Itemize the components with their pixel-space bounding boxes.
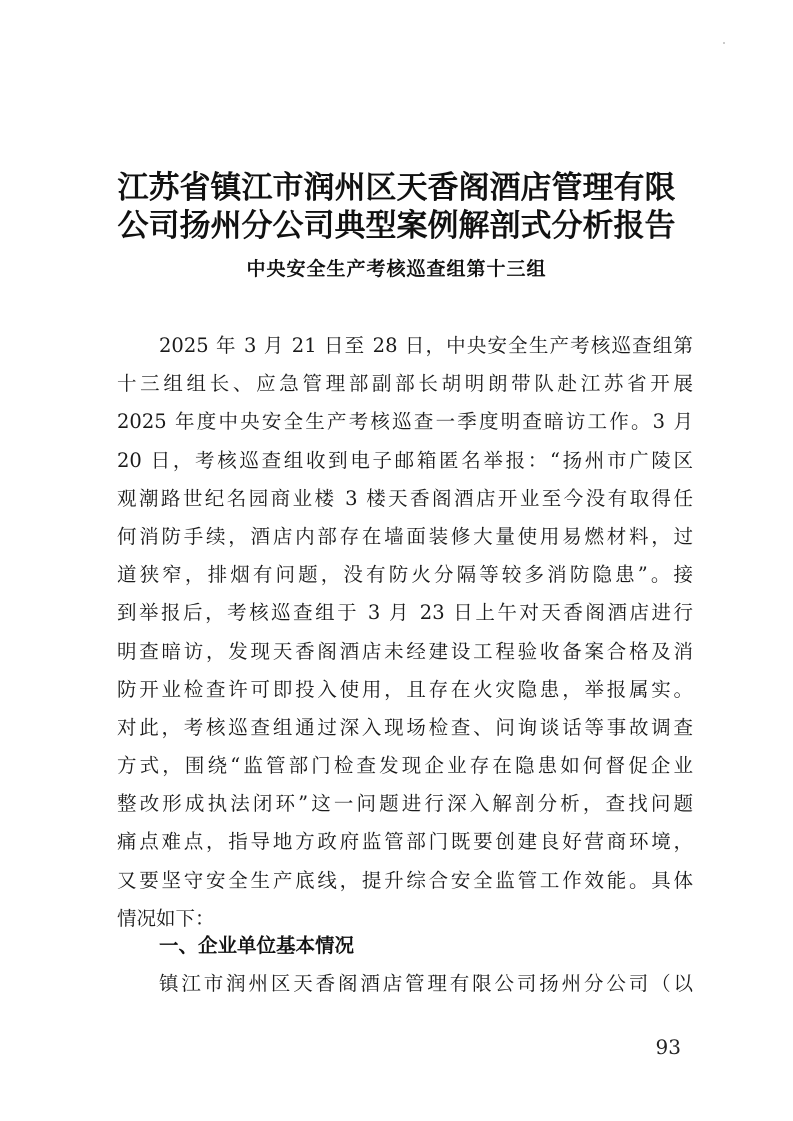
document-subtitle: 中央安全生产考核巡查组第十三组: [246, 258, 547, 280]
paragraph-line: 镇江市润州区天香阁酒店管理有限公司扬州分公司（以: [159, 972, 693, 995]
paragraph-line: 道狭窄，排烟有问题，没有防火分隔等较多消防隐患”。接: [117, 563, 693, 587]
document-title-line-2: 公司扬州分公司典型案例解剖式分析报告: [117, 208, 676, 244]
page-number: 93: [655, 1035, 681, 1059]
paragraph-line: 明查暗访，发现天香阁酒店未经建设工程验收备案合格及消: [117, 639, 693, 663]
paragraph-company-info: [117, 965, 693, 1003]
paragraph-line: 十三组组长、应急管理部副部长胡明朗带队赴江苏省开展: [117, 372, 693, 396]
paragraph-line: 何消防手续，酒店内部存在墙面装修大量使用易燃材料，过: [117, 524, 693, 548]
paragraph-line: 20 日，考核巡查组收到电子邮箱匿名举报：“扬州市广陵区: [117, 448, 693, 472]
scan-speck: [723, 42, 725, 44]
paragraph-line: 到举报后，考核巡查组于 3 月 23 日上午对天香阁酒店进行: [117, 601, 693, 625]
paragraph-line: 观潮路世纪名园商业楼 3 楼天香阁酒店开业至今没有取得任: [117, 486, 693, 510]
paragraph-line: 整改形成执法闭环”这一问题进行深入解剖分析，查找问题: [117, 792, 693, 816]
paragraph-line: 防开业检查许可即投入使用，且存在火灾隐患，举报属实。: [117, 677, 693, 701]
paragraph-line: 痛点难点，指导地方政府监管部门既要创建良好营商环境，: [117, 830, 693, 854]
document-title-line-1: 江苏省镇江市润州区天香阁酒店管理有限: [117, 170, 676, 206]
paragraph-line: 对此，考核巡查组通过深入现场检查、问询谈话等事故调查: [117, 715, 693, 739]
paragraph-line: 2025 年度中央安全生产考核巡查一季度明查暗访工作。3 月: [117, 410, 693, 434]
section-heading: 一、企业单位基本情况: [159, 934, 355, 957]
paragraph-line: 2025 年 3 月 21 日至 28 日，中央安全生产考核巡查组第: [159, 334, 693, 357]
paragraph-line: 方式，围绕“监管部门检查发现企业存在隐患如何督促企业: [117, 754, 693, 778]
paragraph-line: 情况如下：: [117, 906, 215, 930]
paragraph-line: 又要坚守安全生产底线，提升综合安全监管工作效能。具体: [117, 868, 693, 892]
paragraph-intro: [117, 327, 693, 938]
